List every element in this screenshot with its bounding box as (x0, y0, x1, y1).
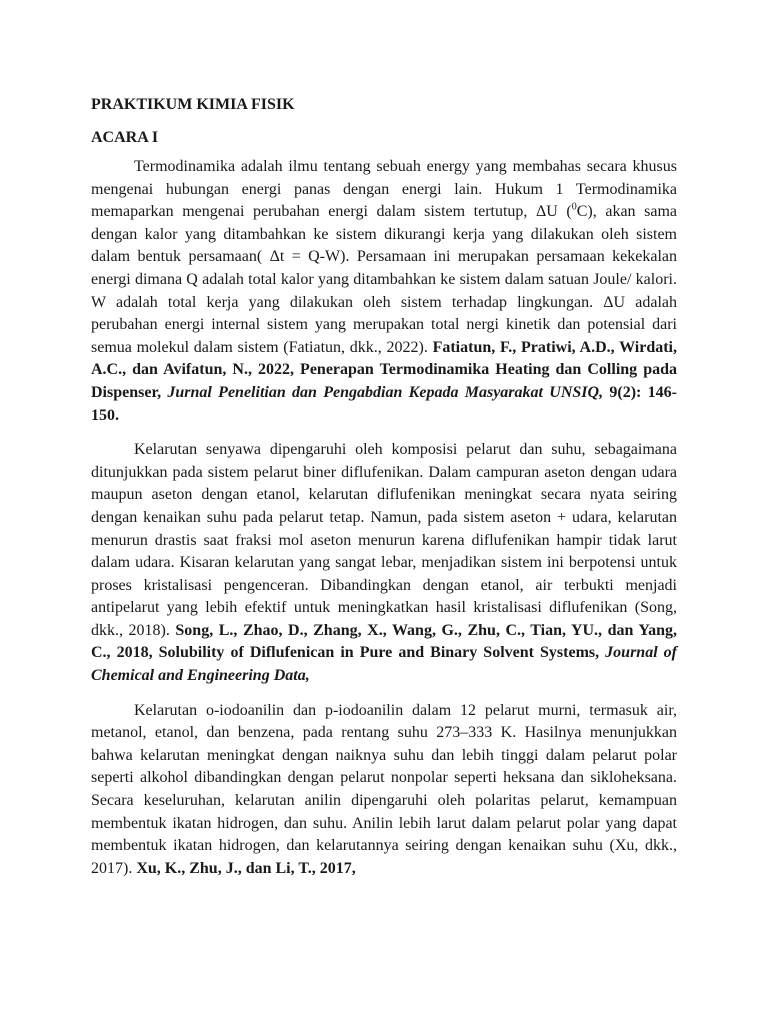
document-subtitle: ACARA I (91, 129, 159, 146)
paragraph-text: Termodinamika adalah ilmu tentang sebuah energy yang membahas secara khusus mengenai hubungan energi panas dengan energi lain. Hukum 1 Termodinamika memaparkan mengenai perubahan energi dalam sistem tertutup, ΔU ( (91, 158, 677, 221)
paragraph-text: Kelarutan o-iodoanilin dan p-iodoanilin dalam 12 pelarut murni, termasuk air, metanol, etanol, dan benzena, pada rentang suhu 273–333 K. Hasilnya menunjukkan bahwa kelarutan meningkat dengan naiknya suhu dan lebih tinggi dalam pelarut polar seperti alkohol dibandingkan dengan pelarut nonpolar seperti heksana dan sikloheksana. Secara keseluruhan, kelarutan anilin dipengaruhi oleh polaritas pelarut, kemampuan membentuk ikatan hidrogen, dan suhu. Anilin lebih larut dalam pelarut polar yang dapat membentuk ikatan hidrogen, dan kelarutannya seiring dengan kenaikan suhu (Xu, dkk., 2017). (91, 701, 677, 877)
paragraph-text: C), akan sama dengan kalor yang ditambahkan ke sistem dikurangi kerja yang dilakukan oleh sistem dalam bentuk persamaan( Δt = Q-W). Persamaan ini merupakan persamaan kekekalan energi dimana Q adalah total kalor yang ditambahkan ke sistem dalam satuan Joule/ kalori. W adalah total kerja yang dilakukan oleh sistem terhadap lingkungan. ΔU adalah perubahan energi internal sistem yang merupakan total nergi kinetik dan potensial dari semua molekul dalam sistem (Fatiatun, dkk., 2022). (91, 203, 677, 356)
reference-journal: Journal of Chemical and Engineering Data, (91, 644, 678, 685)
paragraph-text: Kelarutan senyawa dipengaruhi oleh komposisi pelarut dan suhu, sebagaimana ditunjukkan pada sistem pelarut biner diflufenikan. Dalam campuran aseton dengan udara maupun aseton dengan etanol, kelarutan diflufenikan meningkat secara nyata seiring dengan kenaikan suhu pada pelarut tetap. Namun, pada sistem aseton + udara, kelarutan menurun drastis saat fraksi mol aseton menurun karena diflufenikan hampir tidak larut dalam udara. Kisaran kelarutan yang sangat lebar, menjadikan sistem ini berpotensi untuk proses kristalisasi pengenceran. Dibandingkan dengan etanol, air terbukti menjadi antipelarut yang lebih efektif untuk meningkatkan hasil kristalisasi diflufenikan (Song, dkk., 2018). (91, 441, 677, 639)
document-title: PRAKTIKUM KIMIA FISIK (91, 96, 295, 113)
reference-citation: Song, L., Zhao, D., Zhang, X., Wang, G., Zhu, C., Tian, YU., dan Yang, C., 2018, Solubility of Diflufenican in Pure and Binary Solvent Systems, (91, 621, 678, 662)
reference-citation: Fatiatun, F., Pratiwi, A.D., Wirdati, A.C., dan Avifatun, N., 2022, Penerapan Termodinamika Heating dan Colling pada Dispenser, (91, 338, 678, 401)
reference-volume: 9(2): 146-150. (91, 383, 678, 424)
paragraph-thermodynamics (91, 156, 677, 427)
superscript-zero: 0 (571, 201, 577, 213)
paragraph-iodoaniline (91, 700, 677, 881)
reference-citation: Xu, K., Zhu, J., dan Li, T., 2017, (136, 859, 356, 877)
paragraph-diflufenican (91, 439, 677, 688)
reference-journal: Jurnal Penelitian dan Pengabdian Kepada Masyarakat UNSIQ, (167, 383, 604, 401)
